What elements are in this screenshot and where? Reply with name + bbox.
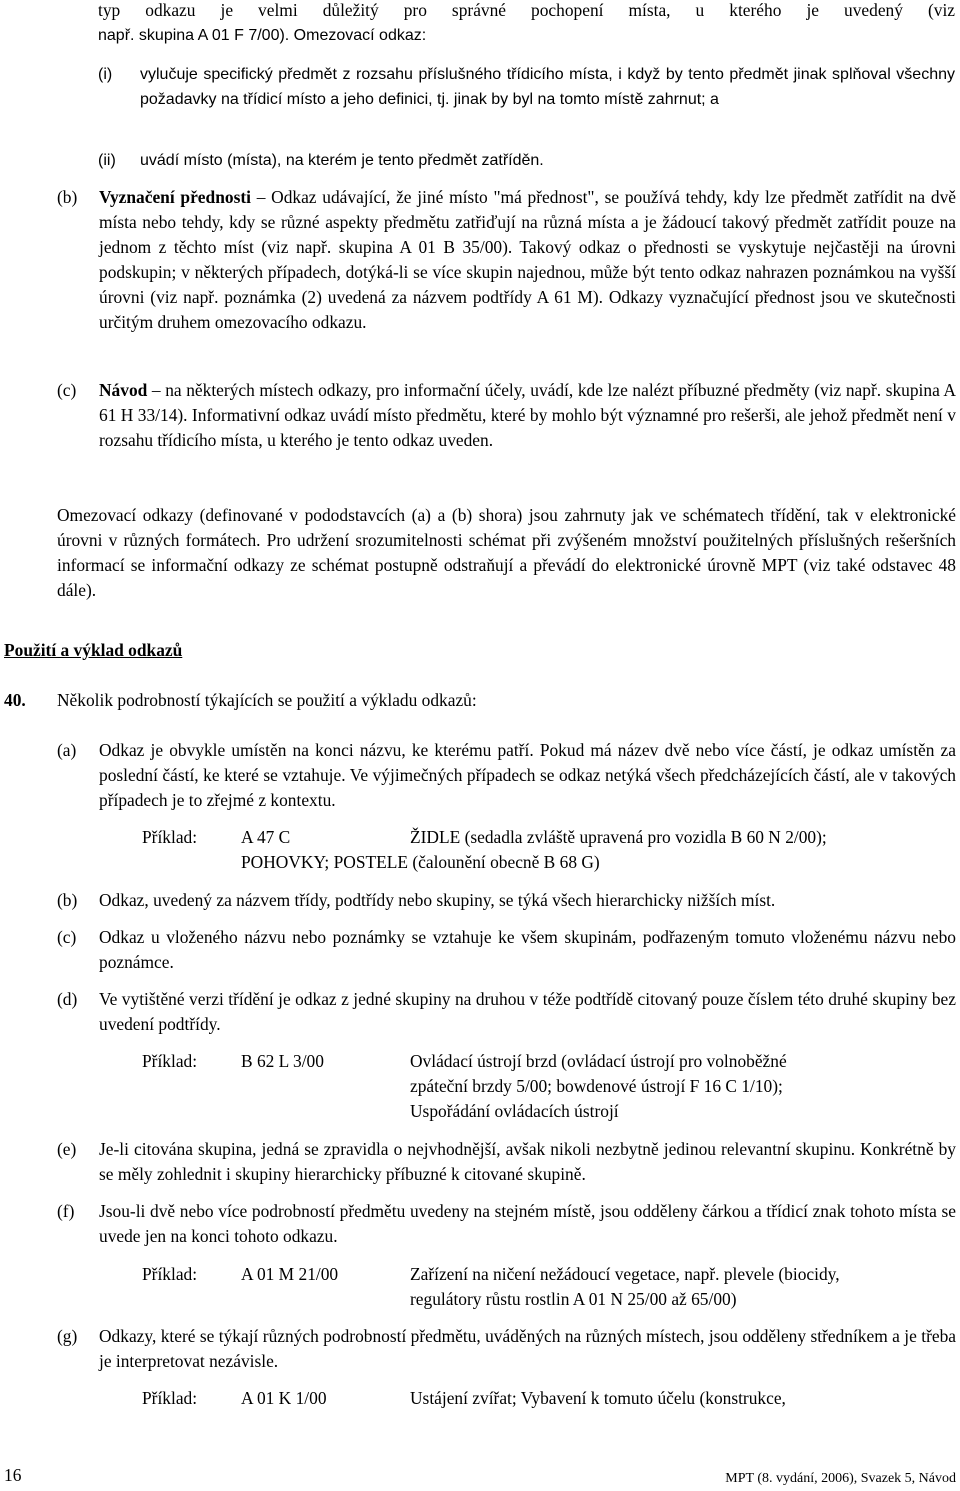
section-b-text [99, 185, 956, 335]
item-e [57, 1137, 956, 1187]
item-a-example-code: A 47 C [241, 827, 291, 847]
item-c-label: (c) [57, 927, 77, 947]
section-b-body: Odkaz udávající, že jiné místo "má přednost", se používá tehdy, kdy lze předmět zatřídit na dvě místa nebo tehdy, kdy se různé aspekty předmětu zatřiďují na různá místa a je žádoucí takový předmět zatřídit pouze na jednom z těchto míst (viz např. skupina A 01 B 35/00). Takový odkaz o přednosti se vyskytuje nejčastěji na úrovni podskupin; v některých případech, dotýká-li se více skupin najednou, může být tento odkaz nahrazen poznámkou na vyšší úrovni (viz např. poznámka (2) uvedená za názvem podtřídy A 61 M). Odkazy vyznačující přednost jsou ve skutečnosti určitým druhem omezovacího odkazu. [99, 187, 956, 332]
item-g [57, 1324, 956, 1374]
item-g-example-code: A 01 K 1/00 [241, 1388, 327, 1408]
item-d-example-code: B 62 L 3/00 [241, 1051, 324, 1071]
section-b-dash: – [250, 187, 272, 207]
item-d-label: (d) [57, 989, 78, 1009]
item-i [98, 62, 955, 112]
section-c-dash: – [147, 380, 166, 400]
paragraph-40-text: Několik podrobností týkajících se použití a výkladu odkazů: [57, 690, 477, 710]
item-f-example-line1: Zařízení na ničení nežádoucí vegetace, např. plevele (biocidy, [410, 1264, 840, 1284]
item-ii-label: (ii) [98, 152, 116, 169]
continuation-line-2: např. skupina A 01 F 7/00). Omezovací odkaz: [98, 27, 427, 44]
item-b [57, 888, 956, 913]
item-g-text: Odkazy, které se týkají různých podrobností předmětu, uváděných na různých místech, jsou odděleny středníkem a je třeba je interpretovat nezávisle. [99, 1326, 956, 1371]
item-c [57, 925, 956, 975]
item-i-text-part2: jinak by byl na tomto místě zahrnut; a [449, 91, 719, 108]
item-a-example-line2: POHOVKY; POSTELE (čalounění obecně B 68 G) [241, 852, 600, 872]
section-c [57, 378, 956, 453]
section-heading: Použití a výklad odkazů [4, 640, 183, 660]
continuation-line-1: typ odkazu je velmi důležitý pro správné pochopení místa, u kterého je uvedený (viz [98, 0, 955, 20]
item-c-text: Odkaz u vloženého názvu nebo poznámky se vztahuje ke všem skupinám, podřazeným tomuto vloženému názvu nebo poznámce. [99, 927, 956, 972]
paragraph-40 [4, 688, 956, 713]
footer-source: MPT (8. vydání, 2006), Svazek 5, Návod [725, 1471, 956, 1486]
section-c-text [99, 378, 956, 453]
item-f [57, 1199, 956, 1249]
item-d-example-line2: zpáteční brzdy 5/00; bowdenové ústrojí F 16 C 1/10); [410, 1076, 783, 1096]
item-i-text-part1: vylučuje specifický předmět z rozsahu příslušného třídicího místa, i když by tento předmět jinak splňoval všechny požadavky na třídicí místo a jeho definici, tj. [140, 66, 955, 108]
section-b-title: Vyznačení přednosti [99, 187, 251, 207]
item-e-text: Je-li citována skupina, jedná se zpravidla o nejvhodnější, avšak nikoli nezbytně jedinou relevantní skupinu. Konkrétně by se měly zohlednit i skupiny hierarchicky příbuzné k citované skupině. [99, 1139, 956, 1184]
item-f-example-line2: regulátory růstu rostlin A 01 N 25/00 až 65/00) [410, 1289, 737, 1309]
item-a-example-line1: ŽIDLE (sedadla zvláště upravená pro vozidla B 60 N 2/00); [410, 827, 827, 847]
item-f-text: Jsou-li dvě nebo více podrobností předmětu uvedeny na stejném místě, jsou odděleny čárkou a třídicí znak tohoto místa se uvede jen na konci tohoto odkazu. [99, 1201, 956, 1246]
item-g-label: (g) [57, 1326, 78, 1346]
item-a-example [142, 825, 827, 875]
item-d [57, 987, 956, 1037]
item-g-example-label: Příklad: [142, 1388, 198, 1408]
omezovaci-paragraph: Omezovací odkazy (definované v pododstavcích (a) a (b) shora) jsou zahrnuty jak ve schématech třídění, tak v elektronické úrovni v různých formátech. Pro udržení srozumitelnosti schémat při zvýšeném množství použitelných příslušných rešeršních informací se informační odkazy ze schémat postupně odstraňují a převádí do elektronické úrovně MPT (viz také odstavec 48 dále). [57, 505, 956, 600]
section-b [57, 185, 956, 335]
item-b-label: (b) [57, 890, 78, 910]
item-g-example-line1: Ustájení zvířat; Vybavení k tomuto účelu (konstrukce, [410, 1388, 786, 1408]
item-f-label: (f) [57, 1201, 75, 1221]
continuation-text [98, 0, 955, 48]
paragraph-40-number: 40. [4, 690, 26, 710]
item-d-text: Ve vytištěné verzi třídění je odkaz z jedné skupiny na druhou v téže podtřídě citovaný pouze číslem této druhé skupiny bez uvedení podtřídy. [99, 989, 956, 1034]
item-d-example-line1: Ovládací ústrojí brzd (ovládací ústrojí pro volnoběžné [410, 1051, 787, 1071]
item-i-text [140, 62, 955, 112]
item-f-example-label: Příklad: [142, 1264, 198, 1284]
item-ii [98, 148, 955, 173]
item-i-label: (i) [98, 66, 113, 83]
item-a [57, 738, 956, 813]
item-d-example [142, 1049, 787, 1124]
item-e-label: (e) [57, 1139, 77, 1159]
item-f-example-code: A 01 M 21/00 [241, 1264, 339, 1284]
item-g-example [142, 1386, 786, 1411]
section-b-label: (b) [57, 187, 78, 207]
page-number: 16 [4, 1465, 22, 1485]
item-ii-text: uvádí místo (místa), na kterém je tento předmět zatříděn. [140, 152, 544, 169]
item-a-example-label: Příklad: [142, 827, 198, 847]
item-d-example-label: Příklad: [142, 1051, 198, 1071]
item-d-example-line3: Uspořádání ovládacích ústrojí [410, 1101, 619, 1121]
section-c-label: (c) [57, 380, 77, 400]
section-c-body: na některých místech odkazy, pro informační účely, uvádí, kde lze nalézt příbuzné předměty (viz např. skupina A 61 H 33/14). Informativní odkaz uvádí místo předmětu, které by mohlo být významné pro rešerši, ale jehož předmět není v rozsahu třídicího místa, u kterého je tento odkaz uveden. [99, 380, 956, 450]
item-a-text: Odkaz je obvykle umístěn na konci názvu, ke kterému patří. Pokud má název dvě nebo více částí, je odkaz umístěn za poslední částí, ke které se vztahuje. Ve výjimečných případech se odkaz netýká všech předcházejících částí, ale v takových případech je to zřejmé z kontextu. [99, 740, 956, 810]
item-b-text: Odkaz, uvedený za názvem třídy, podtřídy nebo skupiny, se týká všech hierarchicky nižších míst. [99, 890, 776, 910]
item-f-example [142, 1262, 840, 1312]
item-a-label: (a) [57, 740, 77, 760]
section-c-title: Návod [99, 380, 148, 400]
